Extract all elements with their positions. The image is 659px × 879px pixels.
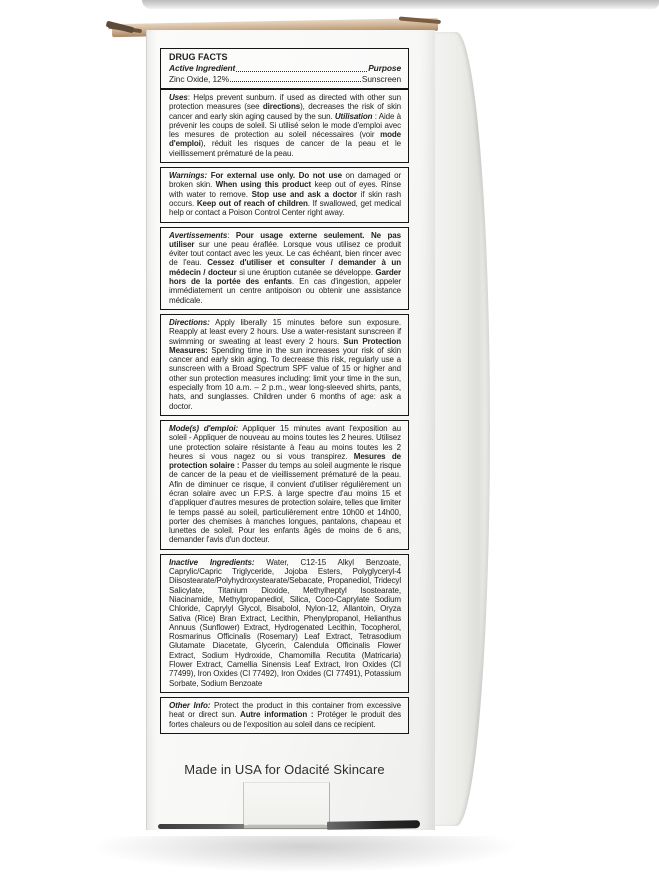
active-ingredient-label: Active Ingredient [169, 63, 236, 73]
box-bottom-edge-left [158, 824, 244, 829]
zinc-oxide-row [169, 74, 401, 85]
ingredient-value: Zinc Oxide, 12% [169, 73, 229, 84]
made-in-text: Made in USA for Odacité Skincare [184, 762, 385, 777]
background-top-edge [142, 0, 659, 9]
drug-facts-title: DRUG FACTS [169, 52, 228, 62]
box-front-face [146, 30, 435, 830]
label-section-inactive-ingredients: Inactive Ingredients: Water, C12-15 Alkyl Benzoate, Caprylic/Capric Triglyceride, Jojoba Esters, Polyglyceryl-4 Diisostearate/Polyhydroxystearate/Sebacate, Propanediol, Tridecyl Salicylate, Titanium Dioxide, Methylheptyl Isostearate, Niacinamide, Methylpropanediol, Silica, Coco-Caprylate Sodium Chloride, Caprylyl Glycol, Bisabolol, Nylon-12, Allantoin, Oryza Sativa (Rice) Bran Extract, Lecithin, Phenylpropanol, Helianthus Annuus (Sunflower) Extract, Hydrogenated Lecithin, Tocopherol, Rosmarinus Officinalis (Rosemary) Leaf Extract, Tetrasodium Glutamate Diacetate, Glycerin, Calendula Officinalis Flower Extract, Sodium Hydroxide, Chamomilla Recutita (Matricaria) Flower Extract, Camellia Sinensis Leaf Extract, Iron Oxides (CI 77499), Iron Oxides (CI 77492), Iron Oxides (CI 77491), Potassium Sorbate, Sodium Benzoate [160, 554, 409, 693]
label-section-warnings: Warnings: For external use only. Do not use on damaged or broken skin. When using this product keep out of eyes. Rinse with water to remove. Stop use and ask a doctor if skin rash occurs. Keep out of reach of children. If swallowed, get medical help or contact a Poison Control Center right away. [160, 167, 409, 222]
label-section-directions: Directions: Apply liberally 15 minutes before sun exposure. Reapply at least every 2 hours. Use a water-resistant sunscreen if swimming or sweating at least every 2 hours. Sun Protection Measures: Spending time in the sun increases your risk of skin cancer and early skin aging. To decrease this risk, regularly use a sunscreen with a Broad Spectrum SPF value of 15 or higher and other sun protection measures including: limit your time in the sun, especially from 10 a.m. – 2 p.m., wear long-sleeved shirts, pants, hats, and sunglasses. Children under 6 months of age: ask a doctor. [160, 314, 409, 416]
label-section-mode-demploi: Mode(s) d'emploi: Appliquer 15 minutes avant l'exposition au soleil - Appliquer de nouveau au moins toutes les 2 heures. Utilisez une protection solaire résistante à l'eau au moins toutes les 2 heures si vous nagez ou si vous transpirez. Mesures de protection solaire : Passer du temps au soleil augmente le risque de cancer de la peau et de vieillissement prématuré de la peau. Afin de diminuer ce risque, il convient d'utiliser régulièrement un écran solaire avec un F.P.S. à large spectre d'au moins 15 et d'appliquer d'autres mesures de protection solaire, telles que limiter le temps passé au soleil, particulièrement entre 10h00 et 14h00, porter des chemises à manches longues, pantalons, chapeau et lunettes de soleil. Pour les enfants âgés de moins de 6 ans, demander l'avis d'un docteur. [160, 420, 409, 550]
label-sections [160, 89, 409, 734]
label-section-avertissements: Avertissements: Pour usage externe seulement. Ne pas utiliser sur une peau éraflée. Lorsque vous utilisez ce produit éviter tout contact avec les yeux. Le cas échéant, bien rincer avec de l'eau. Cessez d'utiliser et consulter / demander à un médecin / docteur si une éruption cutanée se développe. Garder hors de la portée des enfants. En cas d'ingestion, appeler immédiatement un centre antipoison ou obtenir une assistance médicale. [160, 227, 409, 310]
dot-leader [236, 71, 367, 72]
label-section-header [160, 48, 409, 89]
active-ingredient-row [169, 63, 401, 74]
drug-facts-label [160, 48, 409, 734]
box-shadow [95, 836, 515, 872]
label-section-other-info: Other Info: Protect the product in this container from excessive heat or direct sun. Autre information : Protéger le produit des fortes chaleurs ou de l'exposition au soleil dans ce recipient. [160, 697, 409, 734]
box-side-panel [434, 32, 490, 826]
purpose-label: Purpose [368, 63, 401, 73]
label-section-uses: Uses: Helps prevent sunburn. if used as directed with other sun protection measures (see directions), decreases the risk of skin cancer and early skin aging caused by the sun. Utilisation : Aide à prévenir les coups de soleil. Si utilisé selon le mode d'emploi avec les mesures de protection au soleil nécessaires (voir mode d'emploi), réduit les risques de cancer de la peau et le vieillissement prématuré de la peau. [160, 89, 409, 163]
box-top-seam-right-tip [399, 16, 441, 24]
box-bottom-edge-right [327, 820, 420, 830]
dot-leader [230, 81, 361, 82]
purpose-value: Sunscreen [361, 73, 401, 84]
box-bottom-tuck-flap [243, 782, 330, 829]
box-bottom-edge-middle [244, 825, 327, 829]
